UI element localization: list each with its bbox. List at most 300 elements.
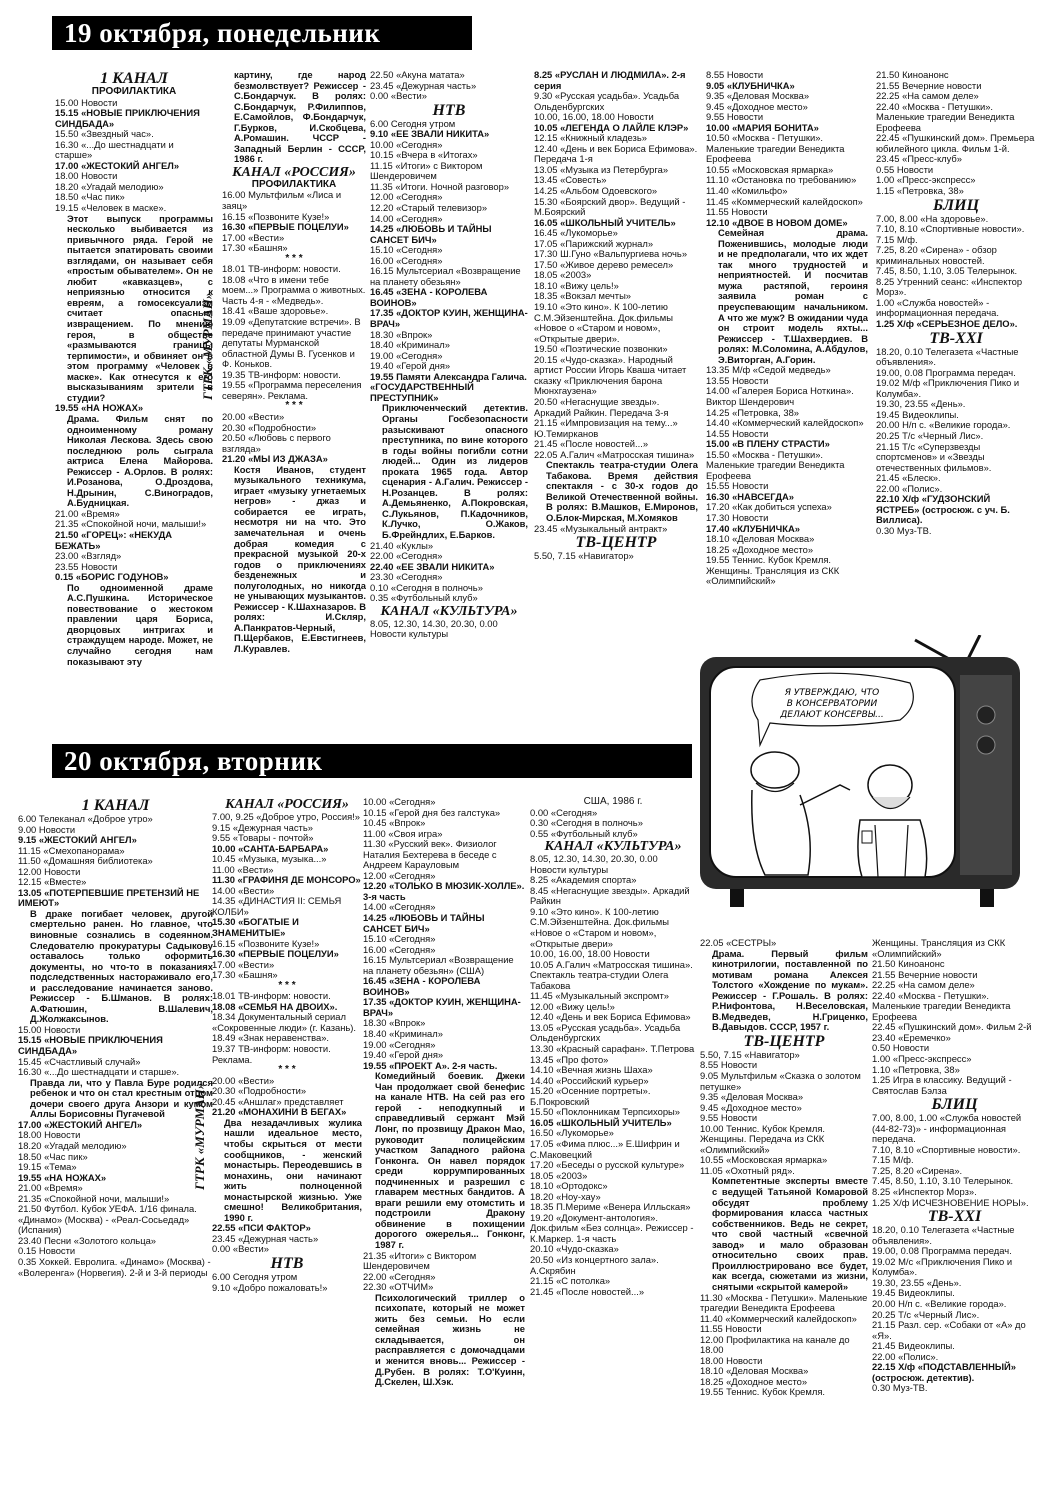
programme-line: 13.05 «Музыка из Петербурга» [534, 163, 669, 175]
programme-line: 9.45 «Доходное место» [706, 100, 808, 112]
programme-line: 21.00 «Время» [18, 1182, 83, 1194]
programme-line: 11.55 Новости [706, 206, 768, 218]
programme-description: Драма. Фильм снят по одноименному роману Николая Лескова. Здесь свою последнюю роль сыграла актриса Елена Майорова. Режиссер - А.Орлов. В ролях: И.Розанова, О.Дроздова, Н.Дрынин, С.Виноградов, А.Будницкая. [67, 412, 213, 509]
programme-line: 15.50 «Москва - Петушки». Маленькие трагедии Венедикта Ерофеева [706, 448, 845, 481]
programme-line: 15.00 Новости [18, 1023, 81, 1035]
programme-line: 16.15 «Позвоните Кузе!» [212, 937, 320, 949]
programme-line: 21.35 «Спокойной ночи, малыши!» [55, 518, 207, 530]
programme-line: 0.00 «Сегодня» [530, 806, 598, 818]
programme-line: 21.55 Вечерние новости [876, 79, 982, 91]
day2-col6 [872, 938, 1037, 1488]
programme-line: 0.50 Новости [872, 1042, 930, 1054]
programme-line: 18.41 «Ваше здоровье». [222, 305, 329, 317]
programme-line: 8.25 Утренний сеанс: «Инспектор Морз». [876, 275, 1023, 298]
programme-line: 14.00 «Сегодня» [363, 901, 436, 913]
programme-line: 16.30 «ПЕРВЫЕ ПОЦЕЛУИ» [212, 948, 339, 960]
programme-line: 18.35 «Вокзал мечты» [534, 290, 632, 302]
programme-line: 14.00 «Вести» [212, 884, 275, 896]
programme-line: 21.15 «С потолка» [530, 1275, 611, 1287]
programme-line: 11.00 «Своя игра» [363, 827, 443, 839]
programme-line: 18.20, 0.10 Телегазета «Частные объявления». [872, 1224, 1015, 1246]
programme-line: 18.10 «Деловая Москва» [700, 1365, 809, 1377]
programme-line: 12.40 «День и век Бориса Ефимова» [530, 1011, 691, 1023]
programme-line: 1.00 «Служба новостей» - информационная передача. [876, 296, 999, 319]
programme-line: 18.40 «Криминал» [370, 339, 450, 351]
programme-line: 13.05 «ПОТЕРПЕВШИЕ ПРЕТЕНЗИЙ НЕ ИМЕЮТ» [18, 886, 200, 909]
programme-line: 11.30 «Москва - Петушки». Маленькие трагедии Венедикта Ерофеева [700, 1291, 868, 1314]
programme-line: 19.09 «Депутатские встречи». В передаче принимают участие депутаты Мурманской областной Думы В. Гусенков и Ф. Коньков. [222, 316, 361, 370]
programme-line: 21.45 Видеоклипы. [872, 1340, 955, 1352]
programme-line: 8.55 Новости [706, 70, 764, 80]
programme-line: 10.45 «Музыка, музыка...» [212, 853, 327, 865]
programme-line: 18.10 «Деловая Москва» [706, 533, 815, 545]
programme-line: 19.55 «Программа переселения северян». Реклама. [222, 379, 362, 401]
programme-line: 7.15 М/ф. [876, 233, 918, 245]
programme-line: 1.10 «Петровка, 38» [872, 1063, 960, 1075]
programme-line: 10.15 «Вчера в «Итогах» [370, 149, 478, 161]
programme-line: 10.00 «Сегодня» [363, 797, 436, 807]
programme-line: 10.05 «ЛЕГЕНДА О ЛАЙЛЕ КЛЭР» [534, 121, 689, 133]
programme-line: 15.20 «Осенние портреты». Б.Покровский [530, 1085, 651, 1107]
programme-line: 20.00 Н/п с. «Великие города». [876, 419, 1011, 431]
programme-line: 18.08 «СЕМЬЯ НА ДВОИХ». [212, 1000, 338, 1012]
programme-line: 14.25 «ЛЮБОВЬ И ТАЙНЫ САНСЕТ БИЧ» [363, 912, 485, 934]
programme-line: 22.40 «ЕЕ ЗВАЛИ НИКИТА» [370, 560, 495, 572]
day2-col2 [212, 797, 362, 1487]
programme-line: 22.50 «Акуна матата» [370, 70, 465, 80]
programme-description: Приключенческий детектив. Органы Госбезопасности разыскивают опасного преступника, по вине которого в годы войны погибли сотни людей... Один из лидеров проката 1965 года. Автор сценария - А.Галич. Режиссер - Н.Розанцев. В ролях: А.Демьяненко, А.Покровская, С.Лукьянов, П.Кадочников, К.Лучко, О.Жаков, Б.Фрейндлих, Е.Барков. [382, 402, 528, 540]
programme-line: 5.50, 7.15 «Навигатор» [700, 1048, 800, 1060]
programme-line: 5.50, 7.15 «Навигатор» [534, 550, 634, 562]
channel-heading: ТВ-ЦЕНТР [575, 534, 657, 552]
programme-line: 17.35 «ДОКТОР КУИН, ЖЕНЩИНА-ВРАЧ» [363, 996, 521, 1018]
programme-line: 17.30 «Башня» [222, 242, 288, 254]
programme-line: 16.45 «ЗЕНА - КОРОЛЕВА ВОИНОВ» [370, 286, 488, 308]
channel-heading: 1 КАНАЛ [100, 70, 168, 87]
speech-line-2: В КОНСЕРВАТОРИИ [786, 699, 878, 709]
programme-line: 9.35 «Деловая Москва» [700, 1091, 804, 1103]
programme-line: 6.00 Сегодня утром [370, 117, 456, 129]
programme-line: 18.34 Документальный сериал «Сокровенные люди» (г. Казань). [212, 1011, 357, 1033]
programme-line: 10.15 «Герой дня без галстука» [363, 806, 501, 818]
programme-line: 8.05, 12.30, 14.30, 20.30, 0.00 Новости культуры [530, 853, 658, 875]
programme-line: 16.45 «ЗЕНА - КОРОЛЕВА ВОИНОВ» [363, 975, 481, 997]
programme-line: 19.37 ТВ-информ: новости. Реклама. [212, 1043, 331, 1065]
programme-line: 0.10 «Сегодня в полночь» [370, 581, 483, 593]
programme-line: 20.30 «Подробности» [222, 421, 317, 433]
programme-line: 12.00 «Вижу цель!» [530, 1000, 615, 1012]
programme-line: 19.55 Памяти Александра Галича. «ГОСУДАРСТВЕННЫЙ ПРЕСТУПНИК» [370, 370, 527, 403]
programme-line: 12.00 Новости [18, 865, 81, 877]
programme-line: 1.00 «Пресс-экспресс» [876, 174, 976, 186]
programme-line: 0.55 «Футбольный клуб» [530, 827, 638, 839]
programme-line: 22.00 «Полис». [872, 1350, 939, 1362]
programme-line: 19.00 «Сегодня» [363, 1038, 436, 1050]
programme-line: 17.30 «Башня» [212, 969, 278, 981]
programme-line: 23.45 «Дежурная часть» [370, 79, 477, 91]
programme-line: 15.10 «Сегодня» [363, 933, 436, 945]
separator: * * * [278, 1064, 296, 1076]
day1-col1 [55, 70, 213, 720]
programme-line: 17.20 «Беседы о русской культуре» [530, 1159, 685, 1171]
programme-description: Этот выпуск программы несколько выбивается из привычного ряда. Герой не пытается эпатировать своими взглядами, он называет себя «простым обывателем». Он не любит «кавказцев», с неприязнью относится к евреям, а гомосексуализм считает опасным извращением. По мнению героя, в обществе «размываются границы терпимости», и обвиняет он в этом программу «Человек в маске». Как отнесутся к его высказываниям зрители в студии? [67, 212, 213, 403]
programme-line: 16.30 «НАВСЕГДА» [706, 490, 794, 502]
programme-line: 10.55 «Московская ярмарка» [700, 1154, 828, 1166]
programme-line: 0.35 Хоккей. Евролига. «Динамо» (Москва) - «Волеренга» (Норвегия). 2-й и 3-й периоды [18, 1255, 211, 1278]
programme-line: 12.40 «День и век Бориса Ефимова». Передача 1-я [534, 142, 698, 165]
programme-line: 1.00 «Пресс-экспресс» [872, 1053, 972, 1065]
programme-line: 20.50 «Любовь с первого взгляда» [222, 432, 331, 454]
channel-heading: ТВ-XXI [929, 329, 983, 347]
programme-line: 7.15 М/ф. [872, 1154, 914, 1166]
programme-line: 22.40 «Москва - Петушки». Маленькие трагедии Венедикта Ерофеева [872, 989, 1011, 1022]
programme-line: 13.30 «Красный сарафан». Т.Петрова [530, 1043, 695, 1055]
programme-line: 22.45 «Пушкинский дом». Премьера юбилейного цикла. Фильм 1-й. [876, 132, 1035, 154]
programme-line: 18.20 «Угадай мелодию» [55, 180, 164, 192]
programme-line: 15.10 «Сегодня» [370, 244, 443, 256]
programme-line: 16.05 «ШКОЛЬНЫЙ УЧИТЕЛЬ» [534, 216, 676, 228]
programme-line: 11.40 «Коммерческий калейдоскоп» [700, 1312, 857, 1324]
programme-line: США, 1986 г. [583, 797, 643, 807]
programme-line: 19.00, 0.08 Программа передач. [872, 1245, 1012, 1257]
programme-line: 20.45 «Аншлаг» представляет [212, 1095, 344, 1107]
programme-line: 19.02 М/с «Приключения Пико и Колумба». [872, 1255, 1013, 1278]
programme-line: 6.00 Сегодня утром [212, 1270, 298, 1282]
programme-line: 14.25 «Альбом Одоевского» [534, 185, 658, 197]
programme-line: 18.00 Новости [18, 1129, 81, 1141]
programme-description: В драке погибает человек, другой смертельно ранен. Но главное, что виновные сознались в содеянном. Следователю прокуратуры Садыкову оставалось только оформить документы, но что-то в показаниях подследственных настораживало его, и расследование начинается заново. Режиссер - Б.Шманов. В ролях: А.Фатюшин, В.Шалевич, Д.Жолжаксынов. [30, 907, 213, 1025]
day2-col1 [18, 797, 213, 1487]
programme-line: 22.30 «ОТЧИМ» [363, 1281, 434, 1293]
programme-line: 9.05 «КЛУБНИЧКА» [706, 79, 795, 91]
programme-description: Два незадачливых жулика нашли идеальное место, чтобы скрыться от мести сообщников, - женский монастырь. Переодевшись в монахинь, они начинают жить полноценной монастырской жизнью. Уже смешно! Великобритания, 1990 г. [224, 1116, 362, 1223]
programme-line: 16.30 «ПЕРВЫЕ ПОЦЕЛУИ» [222, 221, 349, 233]
programme-line: 20.00 Н/п с. «Великие города». [872, 1297, 1007, 1309]
programme-line: 23.00 «Взгляд» [55, 550, 122, 562]
day1-col3 [370, 70, 528, 720]
programme-line: 14.10 «Вечная жизнь Шаха» [530, 1064, 653, 1076]
programme-line: 9.35 «Деловая Москва» [706, 90, 810, 102]
programme-description: По одноименной драме А.С.Пушкина. Историческое повествование о жестоком правлении царя Бориса, дворцовых интригах и страждущем народе. Может, не случайно сегодня нам показывают эту [67, 581, 213, 667]
programme-line: 18.35 П.Мериме «Венера Илльская» [530, 1201, 691, 1213]
gtrk-label-day2: ГТРК «МУРМАН» [192, 1082, 207, 1190]
programme-line: 11.35 «Итоги. Ночной разговор» [370, 180, 510, 192]
programme-line: 1.25 Х/ф «СЕРЬЕЗНОЕ ДЕЛО». [876, 318, 1018, 330]
programme-line: 12.00 Профилактика на канале до 18.00 [700, 1333, 850, 1356]
separator: * * * [278, 979, 296, 991]
programme-line: 17.20 «Как добиться успеха» [706, 501, 832, 513]
speech-line-3: ДЕЛАЮТ КОНСЕРВЫ... [780, 710, 884, 720]
programme-line: 22.05 «СЕСТРЫ» [700, 938, 777, 948]
programme-description: Психологический триллер о психопате, который не может жить без семьи. Но если семейная жизнь не складывается, он расправляется с домочадцами и женится вновь... Режиссер - Д.Рубен. В ролях: Т.О'Куинн, Д.Скелен, Ш.Хэк. [375, 1291, 525, 1388]
programme-line: 8.05, 12.30, 14.30, 20.30, 0.00 Новости культуры [370, 617, 498, 640]
programme-line: 19.40 «Герой дня» [370, 360, 451, 372]
programme-line: 15.45 «Счастливый случай» [18, 1055, 141, 1067]
programme-line: 18.05 «2003» [534, 269, 592, 281]
programme-line: 17.30 Ш.Гуно «Вальпургиева ночь» [534, 248, 688, 260]
programme-line: 21.35 «Спокойной ночи, малыши!» [18, 1192, 170, 1204]
programme-line: 21.50 «ГОРЕЦ»: «НЕКУДА БЕЖАТЬ» [55, 528, 173, 551]
programme-line: 10.00, 16.00, 18.00 Новости [530, 948, 650, 960]
programme-line: 21.15 Разл. сер. «Собаки от «А» до «Я». [872, 1319, 1026, 1341]
programme-line: 16.00 «Сегодня» [370, 254, 443, 266]
day1-banner [52, 16, 472, 50]
programme-line: 20.25 Т/с «Черный Лис». [876, 429, 984, 441]
programme-line: 9.10 «Это кино». К 100-летию С.М.Эйзенштейна. Док.фильмы «Новое о «Старом и новом», «Открытые двери» [530, 905, 669, 949]
programme-line: 19.50 «Поэтические позвонки» [534, 343, 668, 355]
programme-line: 17.05 «Фима плюс...» Е.Шифрин и С.Маковецкий [530, 1137, 680, 1160]
channel-heading: БЛИЦ [931, 1096, 978, 1114]
speech-line-1: Я УТВЕРЖДАЮ, ЧТО [784, 688, 880, 698]
programme-line: 19.00 «Сегодня» [370, 349, 443, 361]
programme-description: Семейная драма. Поженившись, молодые люди и не предполагали, что их ждет так много трудностей и неприятностей. И посчитав мужа растяпой, героиня заявила роман с преуспевающим начальником. А что же муж? В ожидании чуда он строит модель яхты... Режиссер - Т.Шахвердиев. В ролях: М.Соломина, А.Абдулов, Э.Виторган, А.Горин. [718, 227, 868, 365]
programme-line: 12.15 «Книжный кладезь» [534, 132, 647, 144]
programme-line: 21.50 Киноанонс [872, 958, 945, 970]
programme-line: 0.30 Муз-ТВ. [872, 1382, 928, 1394]
channel-subheading: ПРОФИЛАКТИКА [91, 86, 177, 97]
programme-line: 18.50 «Час пик» [55, 191, 125, 203]
programme-line: 11.15 «Смехопанорама» [18, 844, 125, 856]
programme-line: 12.20 «Старый телевизор» [370, 202, 488, 214]
programme-line: 18.05 «2003» [530, 1169, 588, 1181]
programme-line: 8.25 «Инспектор Морз». [872, 1186, 977, 1198]
programme-line: 18.00 Новости [700, 1354, 763, 1366]
programme-line: 19.45 Видеоклипы. [872, 1287, 955, 1299]
programme-line: 14.55 Новости [706, 427, 769, 439]
programme-line: 9.55 Новости [706, 111, 764, 123]
programme-line: 17.35 «ДОКТОР КУИН, ЖЕНЩИНА-ВРАЧ» [370, 307, 528, 330]
programme-line: 13.05 «Русская усадьба». Усадьба Ольденбургских [530, 1021, 681, 1044]
programme-line: 20.50 «Негаснущие звезды». Аркадий Райкин. Передача 3-я [534, 395, 669, 418]
programme-line: 17.50 «Живое дерево ремесел» [534, 258, 674, 270]
programme-line: 21.45 «После новостей...» [530, 1285, 645, 1297]
channel-heading: КАНАЛ «КУЛЬТУРА» [380, 603, 518, 619]
programme-line: 19.30, 23.55 «День». [872, 1276, 962, 1288]
programme-line: 7.10, 8.10 «Спортивные новости». [872, 1143, 1021, 1155]
programme-line: 8.25 «Академия спорта» [530, 874, 637, 886]
day2-banner [52, 744, 692, 778]
programme-line: 14.00 «Галерея Бориса Ноткина». Виктор Шендерович [706, 385, 854, 407]
programme-line: 18.30 «Впрок» [363, 1017, 426, 1029]
programme-line: 16.50 «Лукоморье» [530, 1127, 614, 1139]
programme-line: 15.15 «НОВЫЕ ПРИКЛЮЧЕНИЯ СИНДБАДА» [55, 107, 200, 129]
programme-line: 16.15 Мультсериал «Возвращение на планету обезьян» (США) [363, 954, 514, 976]
programme-line: 22.00 «Сегодня» [363, 1270, 436, 1282]
programme-line: 18.40 «Криминал» [363, 1028, 443, 1040]
programme-line: 21.35 «Итоги» с Виктором Шендеровичем [363, 1249, 477, 1272]
programme-line: 19.30, 23.55 «День». [876, 398, 966, 410]
programme-line: 10.55 «Московская ярмарка» [706, 163, 834, 175]
programme-line: 11.55 Новости [700, 1323, 762, 1335]
programme-line: 10.00 «МАРИЯ БОНИТА» [706, 121, 819, 133]
programme-line: 10.50 «Москва - Петушки». Маленькие трагедии Венедикта Ерофеева [706, 132, 845, 165]
programme-line: 15.15 «НОВЫЕ ПРИКЛЮЧЕНИЯ СИНДБАДА» [18, 1034, 163, 1057]
programme-line: 10.00 «САНТА-БАРБАРА» [212, 842, 329, 854]
programme-line: 23.55 Новости [55, 560, 118, 572]
tv-cartoon-illustration [700, 645, 1010, 900]
programme-line: 12.15 «Вместе» [18, 876, 87, 888]
programme-line: 11.10 «Остановка по требованию» [706, 174, 857, 186]
programme-line: 12.00 «Сегодня» [370, 191, 443, 203]
programme-line: 0.30 «Сегодня в полночь» [530, 817, 643, 829]
programme-line: 20.15 «Чудо-сказка». Народный артист России Игорь Кваша читает сказку «Приключения барона Мюнхгаузена» [534, 353, 687, 397]
programme-line: 18.25 «Доходное место» [700, 1375, 808, 1387]
programme-line: 18.30 «Впрок» [370, 328, 433, 340]
programme-line: 19.55 Теннис. Кубок Кремля. [700, 1386, 825, 1398]
programme-line: 20.00 «Вести» [212, 1074, 275, 1086]
channel-subheading: ПРОФИЛАКТИКА [251, 178, 337, 190]
programme-line: 10.00 Теннис. Кубок Кремля. Женщины. Передача из СКК «Олимпийский» [700, 1122, 825, 1155]
programme-line: 7.10, 8.10 «Спортивные новости». [876, 223, 1025, 235]
programme-description: картину, где народ безмолвствует? Режиссер - С.Бондарчук. В ролях: С.Бондарчук, Р.Филиппов, Е.Самойлов, Ф.Бондарчук, Г.Бурков, И.Скобцева, А.Ромашин. ЧССР - Западный Берлин - СССР, 1986 г. [234, 70, 366, 165]
programme-line: 16.00 «Сегодня» [363, 943, 436, 955]
programme-line: 21.45 «Блеск». [876, 472, 941, 484]
programme-line: 23.30 «Сегодня» [370, 571, 443, 583]
programme-line: 20.10 «Чудо-сказка» [530, 1243, 619, 1255]
programme-line: 22.45 «Пушкинский дом». Фильм 2-й [872, 1021, 1032, 1033]
programme-line: 17.05 «Парижский журнал» [534, 237, 654, 249]
programme-line: 19.00, 0.08 Программа передач. [876, 366, 1016, 378]
programme-line: 21.50 Киноанонс [876, 70, 949, 80]
programme-line: 17.00 «Вести» [212, 958, 275, 970]
programme-line: 21.45 «После новостей...» [534, 438, 649, 450]
programme-description: Костя Иванов, студент музыкального техникума, играет «музыку угнетаемых негров» - джаз и собирается ее играть, несмотря ни на что. Это замечательная и очень добрая комедия с прекрасной музыкой 20-х годов о приключениях безденежных и полуголодных, но никогда не унывающих музыкантов. Режиссер - К.Шахназаров. В ролях: И.Скляр, А.Панкратов-Черный, П.Щербаков, Е.Евстигнеев, Л.Куравлев. [234, 463, 366, 654]
channel-heading: НТВ [270, 1254, 304, 1272]
day2-col5 [700, 938, 868, 1488]
programme-line: 13.45 «Совесть» [534, 174, 607, 186]
programme-line: 23.45 «Дежурная часть» [212, 1232, 319, 1244]
programme-line: 19.15 «Тема» [18, 1161, 77, 1173]
programme-line: 21.50 Футбол. Кубок УЕФА. 1/16 финала. «Динамо» (Москва) - «Реал-Сосьедад» (Испания) [18, 1203, 197, 1236]
programme-line: 17.40 «КЛУБНИЧКА» [706, 522, 800, 534]
programme-line: 12.00 «Сегодня» [363, 869, 436, 881]
programme-line: 22.05 А.Галич «Матросская тишина» [534, 448, 695, 460]
programme-line: 19.55 Теннис. Кубок Кремля. Женщины. Трансляция из СКК «Олимпийский» [706, 554, 840, 587]
programme-line: 11.15 «Итоги» с Виктором Шендеровичем [370, 159, 483, 182]
programme-line: 19.45 Видеоклипы. [876, 408, 959, 420]
programme-line: 18.01 ТВ-информ: новости. [222, 263, 341, 275]
programme-line: 11.30 «ГРАФИНЯ ДЕ МОНСОРО» [212, 874, 361, 886]
programme-line: 22.15 Х/ф «ПОДСТАВЛЕННЫЙ» (остросюж. детектив). [872, 1361, 1017, 1383]
programme-line: 9.10 «ЕЕ ЗВАЛИ НИКИТА» [370, 128, 490, 140]
programme-line: 0.15 Новости [18, 1245, 76, 1257]
channel-heading: БЛИЦ [932, 196, 980, 214]
programme-line: 19.02 М/ф «Приключения Пико и Колумба». [876, 377, 1020, 399]
programme-line: 17.00 «Вести» [222, 231, 285, 243]
programme-line: 22.25 «На самом деле» [872, 979, 975, 991]
programme-line: 18.10 «Вижу цель!» [534, 279, 619, 291]
programme-line: 9.15 «Дежурная часть» [212, 821, 313, 833]
programme-line: 14.00 «Сегодня» [370, 212, 443, 224]
programme-line: 9.55 Новости [700, 1112, 758, 1124]
programme-line: 12.20 «ТОЛЬКО В МЮЗИК-ХОЛЛЕ». 3-я часть [363, 880, 525, 902]
programme-line: 9.10 «Добро пожаловать!» [212, 1281, 328, 1293]
programme-line: 0.00 «Вести» [370, 90, 427, 102]
programme-line: 1.25 Х/ф ИСЧЕЗНОВЕНИЕ НОРЫ». [872, 1196, 1029, 1208]
programme-line: 17.00 «ЖЕСТОКИЙ АНГЕЛ» [18, 1118, 143, 1130]
day1-col6 [876, 70, 1036, 660]
programme-line: 19.55 «ПРОЕКТ А». 2-я часть. [363, 1059, 498, 1071]
programme-line: 22.10 Х/ф «ГУДЗОНСКИЙ ЯСТРЕБ» (остросюж. с уч. Б. Виллиса). [876, 493, 1010, 526]
programme-line: 8.25 «РУСЛАН И ЛЮДМИЛА». 2-я серия [534, 70, 686, 91]
programme-line: 0.30 Муз-ТВ. [876, 524, 932, 536]
programme-line: 10.05 А.Галич «Матросская тишина». Спектакль театра-студии Олега Табакова [530, 958, 693, 991]
programme-line: 11.45 «Коммерческий калейдоскоп» [706, 195, 863, 207]
programme-line: 15.30 «Боярский двор». Ведущий - М.Боярский [534, 195, 686, 218]
programme-line: 19.55 «НА НОЖАХ» [55, 402, 144, 414]
programme-line: 9.05 Мультфильм «Сказка о золотом петушке» [700, 1070, 861, 1092]
day1-col2 [222, 70, 366, 720]
channel-heading: КАНАЛ «КУЛЬТУРА» [544, 839, 682, 855]
day1-col4 [534, 70, 698, 720]
programme-line: 19.10 «Это кино». К 100-летию С.М.Эйзенштейна. Док.фильмы «Новое о «Старом и новом», «Открытые двери». [534, 301, 673, 344]
programme-line: 11.05 «Охотный ряд». [700, 1164, 795, 1176]
programme-line: 11.30 «Русский век». Физиолог Наталия Бехтерева в беседе с Андреем Карауловым [363, 838, 497, 871]
programme-line: 13.35 М/ф «Седой медведь» [706, 364, 831, 376]
day1-col5 [706, 70, 868, 640]
programme-line: 17.00 «ЖЕСТОКИЙ АНГЕЛ» [55, 159, 180, 171]
programme-line: 23.45 «Музыкальный антракт» [534, 522, 668, 534]
programme-line: 6.00 Телеканал «Доброе утро» [18, 813, 153, 824]
channel-heading: КАНАЛ «РОССИЯ» [232, 164, 356, 180]
programme-line: 19.20 «Документ-антология». Док.фильм «Без солнца». Режиссер - К.Маркер. 1-я часть [530, 1211, 694, 1244]
programme-line: 21.15 Т/с «Суперзвезды спортсменов» и «Звезды отечественных фильмов». [876, 440, 992, 473]
programme-line: Женщины. Трансляция из СКК «Олимпийский» [872, 938, 1006, 959]
programme-line: 16.30 «...До шестнадцати и старше» [55, 138, 174, 161]
programme-line: 20.50 «Из концертного зала». А.Скрябин [530, 1253, 659, 1276]
programme-description: Драма. Первый фильм кинотрилогии, поставленной по мотивам романа Алексея Толстого «Хождение по мукам». Режиссер - Г.Рошаль. В ролях: Р.Нифонтова, Н.Веселовская, В.Медведев, Н.Гриценко, В.Давыдов. СССР, 1957 г. [712, 947, 868, 1033]
programme-description: Правда ли, что у Павла Буре родился ребенок и что он стал крестным отцом дочери своего друга Анзори и кумом Аллы Борисовны Пугачевой [30, 1076, 213, 1120]
programme-line: 21.55 Вечерние новости [872, 968, 978, 980]
programme-line: 21.20 «МЫ ИЗ ДЖАЗА» [222, 453, 328, 465]
programme-line: 17.30 Новости [706, 511, 769, 523]
programme-line: 0.55 Новости [876, 163, 934, 175]
programme-line: 19.40 «Герой дня» [363, 1049, 444, 1061]
programme-line: 9.55 «Товары - почтой» [212, 832, 314, 844]
programme-line: 11.50 «Домашняя библиотека» [18, 855, 153, 867]
programme-line: 21.40 «Куклы» [370, 539, 434, 551]
programme-line: 10.00 «Сегодня» [370, 138, 443, 150]
programme-line: 7.00, 8.00, 1.00 «Служба новостей (44-82-73)» - информационная передача. [872, 1112, 1022, 1145]
programme-line: 11.45 «Музыкальный экспромт» [530, 990, 669, 1002]
programme-line: 12.10 «ДВОЕ В НОВОМ ДОМЕ» [706, 216, 848, 228]
programme-line: 10.00, 16.00, 18.00 Новости [534, 111, 654, 123]
programme-line: 21.20 «МОНАХИНИ В БЕГАХ» [212, 1106, 347, 1118]
programme-description: Комедийный боевик. Джеки Чан продолжает свой бенефис на канале НТВ. На сей раз его герой - неподкупный и справедливый сержант Мэй Лонг, по прозвищу Дракон Мао, руководит полицейским участком Западного района Гонконга. Он навел порядок среди коррумпированных подчиненных и разрешил с главарем местных бандитов. А враги решили ему отомстить и подстроили Дракону обвинение в похищении дорогого ожерелья... Гонконг, 1987 г. [375, 1070, 525, 1250]
programme-line: 18.25 «Доходное место» [706, 543, 814, 555]
programme-line: 16.00 Мультфильм «Лиса и заяц» [222, 189, 342, 212]
programme-line: 7.45, 8.50, 1.10, 3.05 Телерынок. [876, 265, 1018, 277]
programme-line: 16.45 «Лукоморье» [534, 227, 618, 239]
programme-line: 21.15 «Импровизация на тему...» Ю.Темирканов [534, 417, 678, 439]
day2-title: 20 октября, вторник [64, 746, 323, 776]
programme-line: 18.50 «Час пик» [18, 1150, 88, 1162]
programme-line: 15.00 Новости [55, 96, 118, 108]
programme-line: 7.25, 8.20 «Сирена» - обзор криминальных новостей. [876, 244, 997, 266]
programme-line: 23.40 Песни «Золотого кольца» [18, 1234, 156, 1246]
programme-line: 9.30 «Русская усадьба». Усадьба Ольденбургских [534, 90, 680, 112]
programme-line: 15.30 «БОГАТЫЕ И ЗНАМЕНИТЫЕ» [212, 916, 299, 939]
programme-line: 13.45 «Про фото» [530, 1053, 609, 1065]
programme-line: 20.30 «Подробности» [212, 1085, 307, 1097]
programme-line: 0.00 «Вести» [212, 1243, 269, 1255]
programme-line: 7.25, 8.20 «Сирена». [872, 1164, 963, 1176]
programme-line: 20.25 Т/с «Черный Лис». [872, 1308, 980, 1320]
channel-heading: 1 КАНАЛ [81, 797, 150, 814]
programme-line: 14.40 «Коммерческий калейдоскоп» [706, 417, 864, 429]
programme-line: 14.35 «ДИНАСТИЯ II: СЕМЬЯ КОЛБИ» [212, 895, 342, 917]
programme-line: 15.50 «Поклонникам Терпсихоры» [530, 1106, 680, 1118]
